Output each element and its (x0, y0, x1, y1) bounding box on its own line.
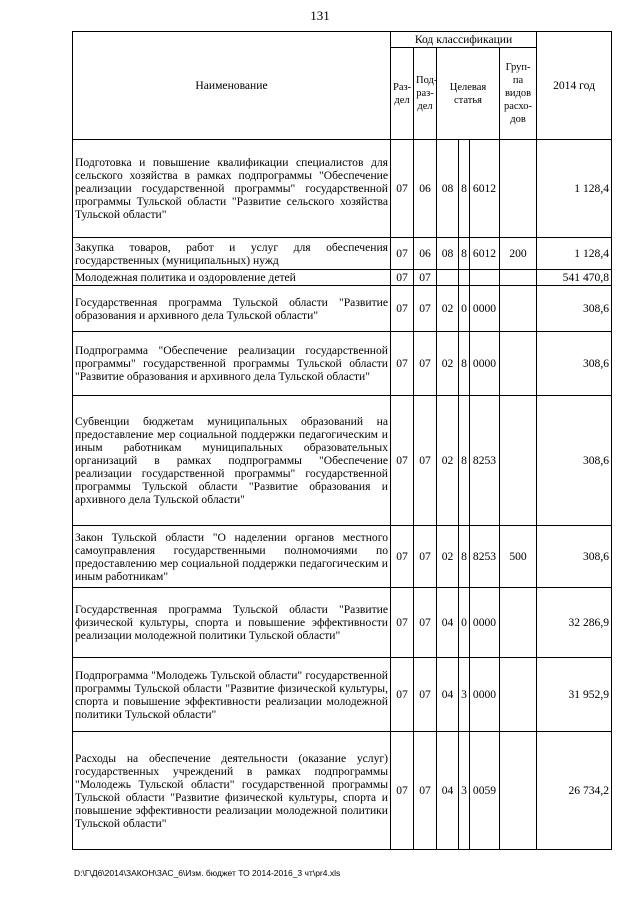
page-number: 131 (310, 8, 330, 23)
expense-type-cell (500, 588, 537, 658)
razdel-cell: 07 (391, 286, 414, 332)
header-podrazdel: Под-раз-дел (414, 48, 437, 140)
target-subprogram-cell: 0 (459, 286, 470, 332)
amount-cell: 541 470,8 (537, 270, 612, 286)
row-name: Государственная программа Тульской области "Развитие образования и архивного дела Тульской области" (73, 286, 391, 332)
target-program-cell (437, 270, 459, 286)
target-subprogram-cell: 8 (459, 396, 470, 526)
target-subprogram-cell: 3 (459, 732, 470, 850)
amount-cell: 308,6 (537, 526, 612, 588)
razdel-cell: 07 (391, 238, 414, 270)
row-name: Расходы на обеспечение деятельности (оказание услуг) государственных учреждений в рамках подпрограммы "Молодежь Тульской области" государственной программы Тульской области "Развитие физической культуры, спорта и повышение эффективности реализации молодежной политики Тульской области" (73, 732, 391, 850)
expense-type-cell (500, 396, 537, 526)
target-direction-cell: 8253 (470, 396, 500, 526)
row-name: Молодежная политика и оздоровление детей (73, 270, 391, 286)
target-direction-cell: 0000 (470, 658, 500, 732)
table-row (73, 732, 612, 850)
target-program-cell: 04 (437, 732, 459, 850)
amount-cell: 308,6 (537, 332, 612, 396)
expense-type-cell (500, 286, 537, 332)
podrazdel-cell: 07 (414, 286, 437, 332)
row-name: Государственная программа Тульской области "Развитие физической культуры, спорта и повышение эффективности реализации молодежной политики Тульской области" (73, 588, 391, 658)
razdel-cell: 07 (391, 396, 414, 526)
table-row (73, 140, 612, 238)
header-razdel: Раз-дел (391, 48, 414, 140)
row-name: Подпрограмма "Обеспечение реализации государственной программы" государственной программы Тульской области "Развитие образования и архивного дела Тульской области" (73, 332, 391, 396)
target-program-cell: 08 (437, 238, 459, 270)
amount-cell: 1 128,4 (537, 238, 612, 270)
target-program-cell: 02 (437, 396, 459, 526)
target-direction-cell: 0000 (470, 332, 500, 396)
razdel-cell: 07 (391, 658, 414, 732)
expense-type-cell (500, 658, 537, 732)
razdel-cell: 07 (391, 732, 414, 850)
header-year: 2014 год (537, 32, 612, 140)
table-row (73, 332, 612, 396)
podrazdel-cell: 07 (414, 588, 437, 658)
target-direction-cell (470, 270, 500, 286)
target-subprogram-cell: 3 (459, 658, 470, 732)
expense-type-cell: 200 (500, 238, 537, 270)
podrazdel-cell: 07 (414, 332, 437, 396)
razdel-cell: 07 (391, 140, 414, 238)
amount-cell: 1 128,4 (537, 140, 612, 238)
target-program-cell: 02 (437, 286, 459, 332)
target-direction-cell: 6012 (470, 238, 500, 270)
podrazdel-cell: 06 (414, 140, 437, 238)
budget-table (72, 31, 612, 850)
target-direction-cell: 0059 (470, 732, 500, 850)
amount-cell: 308,6 (537, 286, 612, 332)
podrazdel-cell: 07 (414, 658, 437, 732)
table-row (73, 658, 612, 732)
target-subprogram-cell: 8 (459, 332, 470, 396)
razdel-cell: 07 (391, 526, 414, 588)
header-name: Наименование (73, 32, 391, 140)
expense-type-cell: 500 (500, 526, 537, 588)
razdel-cell: 07 (391, 332, 414, 396)
target-program-cell: 04 (437, 588, 459, 658)
target-program-cell: 04 (437, 658, 459, 732)
table-row (73, 286, 612, 332)
row-name: Субвенции бюджетам муниципальных образований на предоставление мер социальной поддержки педагогическим и иным работникам муниципальных образовательных организаций в рамках подпрограммы "Обеспечение реализации государственной программы" государственной программы Тульской области "Развитие образования и архивного дела Тульской области" (73, 396, 391, 526)
expense-type-cell (500, 140, 537, 238)
target-program-cell: 08 (437, 140, 459, 238)
razdel-cell: 07 (391, 588, 414, 658)
razdel-cell: 07 (391, 270, 414, 286)
podrazdel-cell: 07 (414, 732, 437, 850)
table-row (73, 526, 612, 588)
table-row (73, 238, 612, 270)
table-row (73, 270, 612, 286)
expense-type-cell (500, 332, 537, 396)
row-name: Подготовка и повышение квалификации специалистов для сельского хозяйства в рамках подпрограммы "Обеспечение реализации государственной программы" государственной программы Тульской области "Развитие сельского хозяйства Тульской области" (73, 140, 391, 238)
target-program-cell: 02 (437, 332, 459, 396)
table-row (73, 588, 612, 658)
target-direction-cell: 0000 (470, 588, 500, 658)
amount-cell: 26 734,2 (537, 732, 612, 850)
target-direction-cell: 6012 (470, 140, 500, 238)
target-subprogram-cell: 0 (459, 588, 470, 658)
amount-cell: 31 952,9 (537, 658, 612, 732)
header-vid: Груп-па видов расхо-дов (500, 48, 537, 140)
target-subprogram-cell: 8 (459, 526, 470, 588)
expense-type-cell (500, 270, 537, 286)
podrazdel-cell: 07 (414, 270, 437, 286)
row-name: Закон Тульской области "О наделении органов местного самоуправления государственными полномочиями по предоставлению мер социальной поддержки педагогическим и иным работникам" (73, 526, 391, 588)
amount-cell: 308,6 (537, 396, 612, 526)
podrazdel-cell: 07 (414, 396, 437, 526)
podrazdel-cell: 06 (414, 238, 437, 270)
row-name: Закупка товаров, работ и услуг для обеспечения государственных (муниципальных) нужд (73, 238, 391, 270)
file-path-footer: D:\Г\Д6\2014\ЗАКОН\ЗАС_6\Изм. бюджет ТО 2014-2016_3 чт\pr4.xls (74, 868, 341, 878)
target-subprogram-cell (459, 270, 470, 286)
row-name: Подпрограмма "Молодежь Тульской области" государственной программы Тульской области "Развитие физической культуры, спорта и повышение эффективности реализации молодежной политики Тульской области" (73, 658, 391, 732)
header-code-group: Код классификации (391, 32, 537, 48)
header-target: Целевая статья (437, 48, 500, 140)
expense-type-cell (500, 732, 537, 850)
table-row (73, 396, 612, 526)
amount-cell: 32 286,9 (537, 588, 612, 658)
target-program-cell: 02 (437, 526, 459, 588)
target-direction-cell: 8253 (470, 526, 500, 588)
target-subprogram-cell: 8 (459, 238, 470, 270)
target-direction-cell: 0000 (470, 286, 500, 332)
target-subprogram-cell: 8 (459, 140, 470, 238)
podrazdel-cell: 07 (414, 526, 437, 588)
